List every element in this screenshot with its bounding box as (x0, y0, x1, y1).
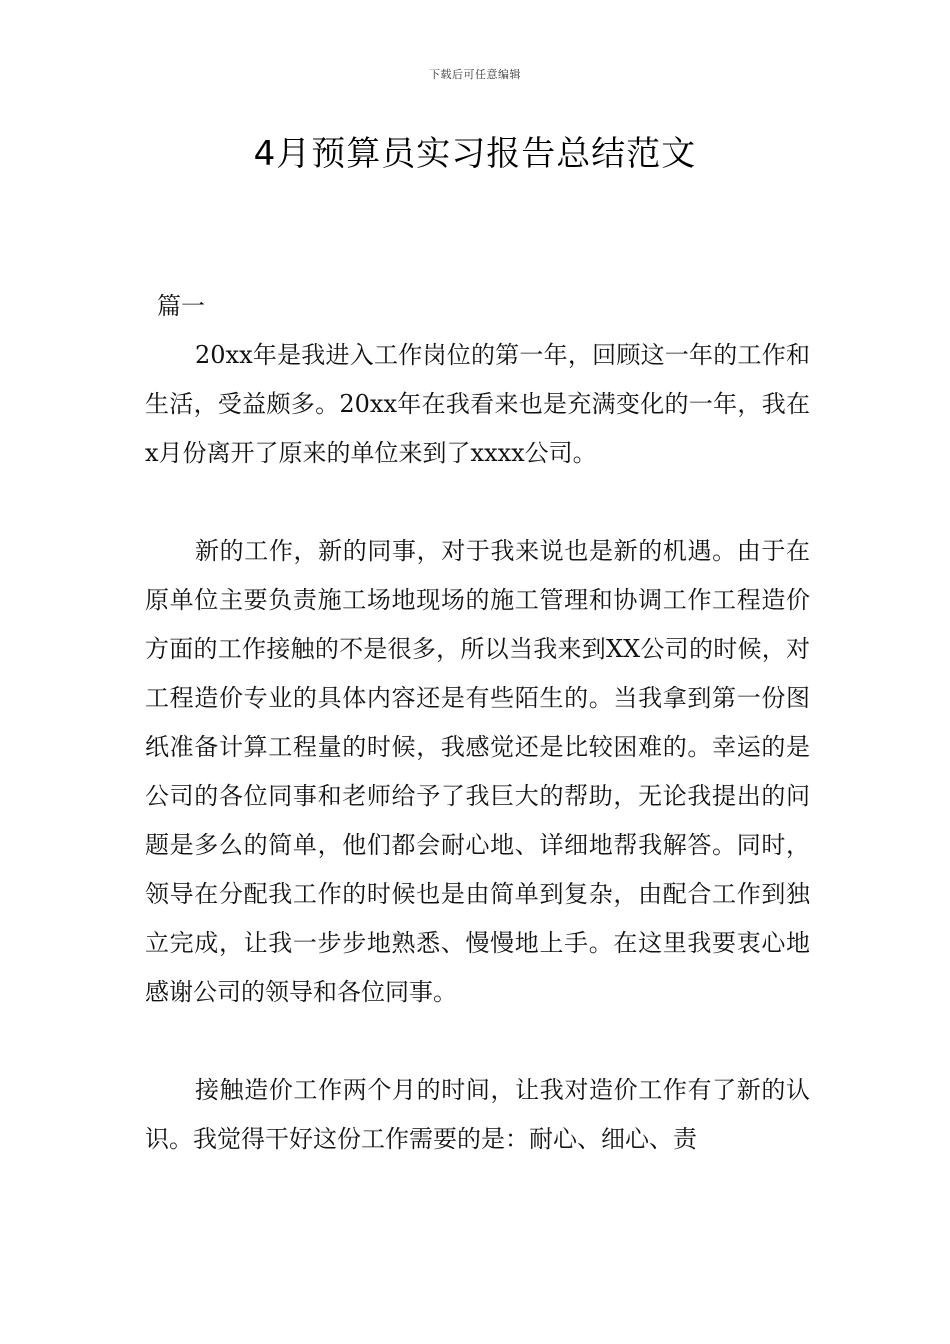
paragraph-3: 接触造价工作两个月的时间，让我对造价工作有了新的认识。我觉得干好这份工作需要的是：耐心、细心、责 (145, 1076, 810, 1153)
header-note: 下载后可任意编辑 (429, 68, 521, 81)
paragraph-2: 新的工作，新的同事，对于我来说也是新的机遇。由于在原单位主要负责施工场地现场的施工管理和协调工作工程造价方面的工作接触的不是很多，所以当我来到XX公司的时候，对工程造价专业的具体内容还是有些陌生的。当我拿到第一份图纸准备计算工程量的时候，我感觉还是比较困难的。幸运的是公司的各位同事和老师给予了我巨大的帮助，无论我提出的问题是多么的简单，他们都会耐心地、详细地帮我解答。同时，领导在分配我工作的时候也是由简单到复杂，由配合工作到独立完成，让我一步步地熟悉、慢慢地上手。在这里我要衷心地感谢公司的领导和各位同事。 (145, 537, 810, 1006)
document-body (145, 282, 810, 1164)
document-title: 4月预算员实习报告总结范文 (253, 134, 697, 174)
paragraph-1: 20xx年是我进入工作岗位的第一年，回顾这一年的工作和生活，受益颇多。20xx年在我看来也是充满变化的一年，我在x月份离开了原来的单位来到了xxxx公司。 (145, 341, 810, 467)
section-label: 篇一 (157, 292, 205, 320)
